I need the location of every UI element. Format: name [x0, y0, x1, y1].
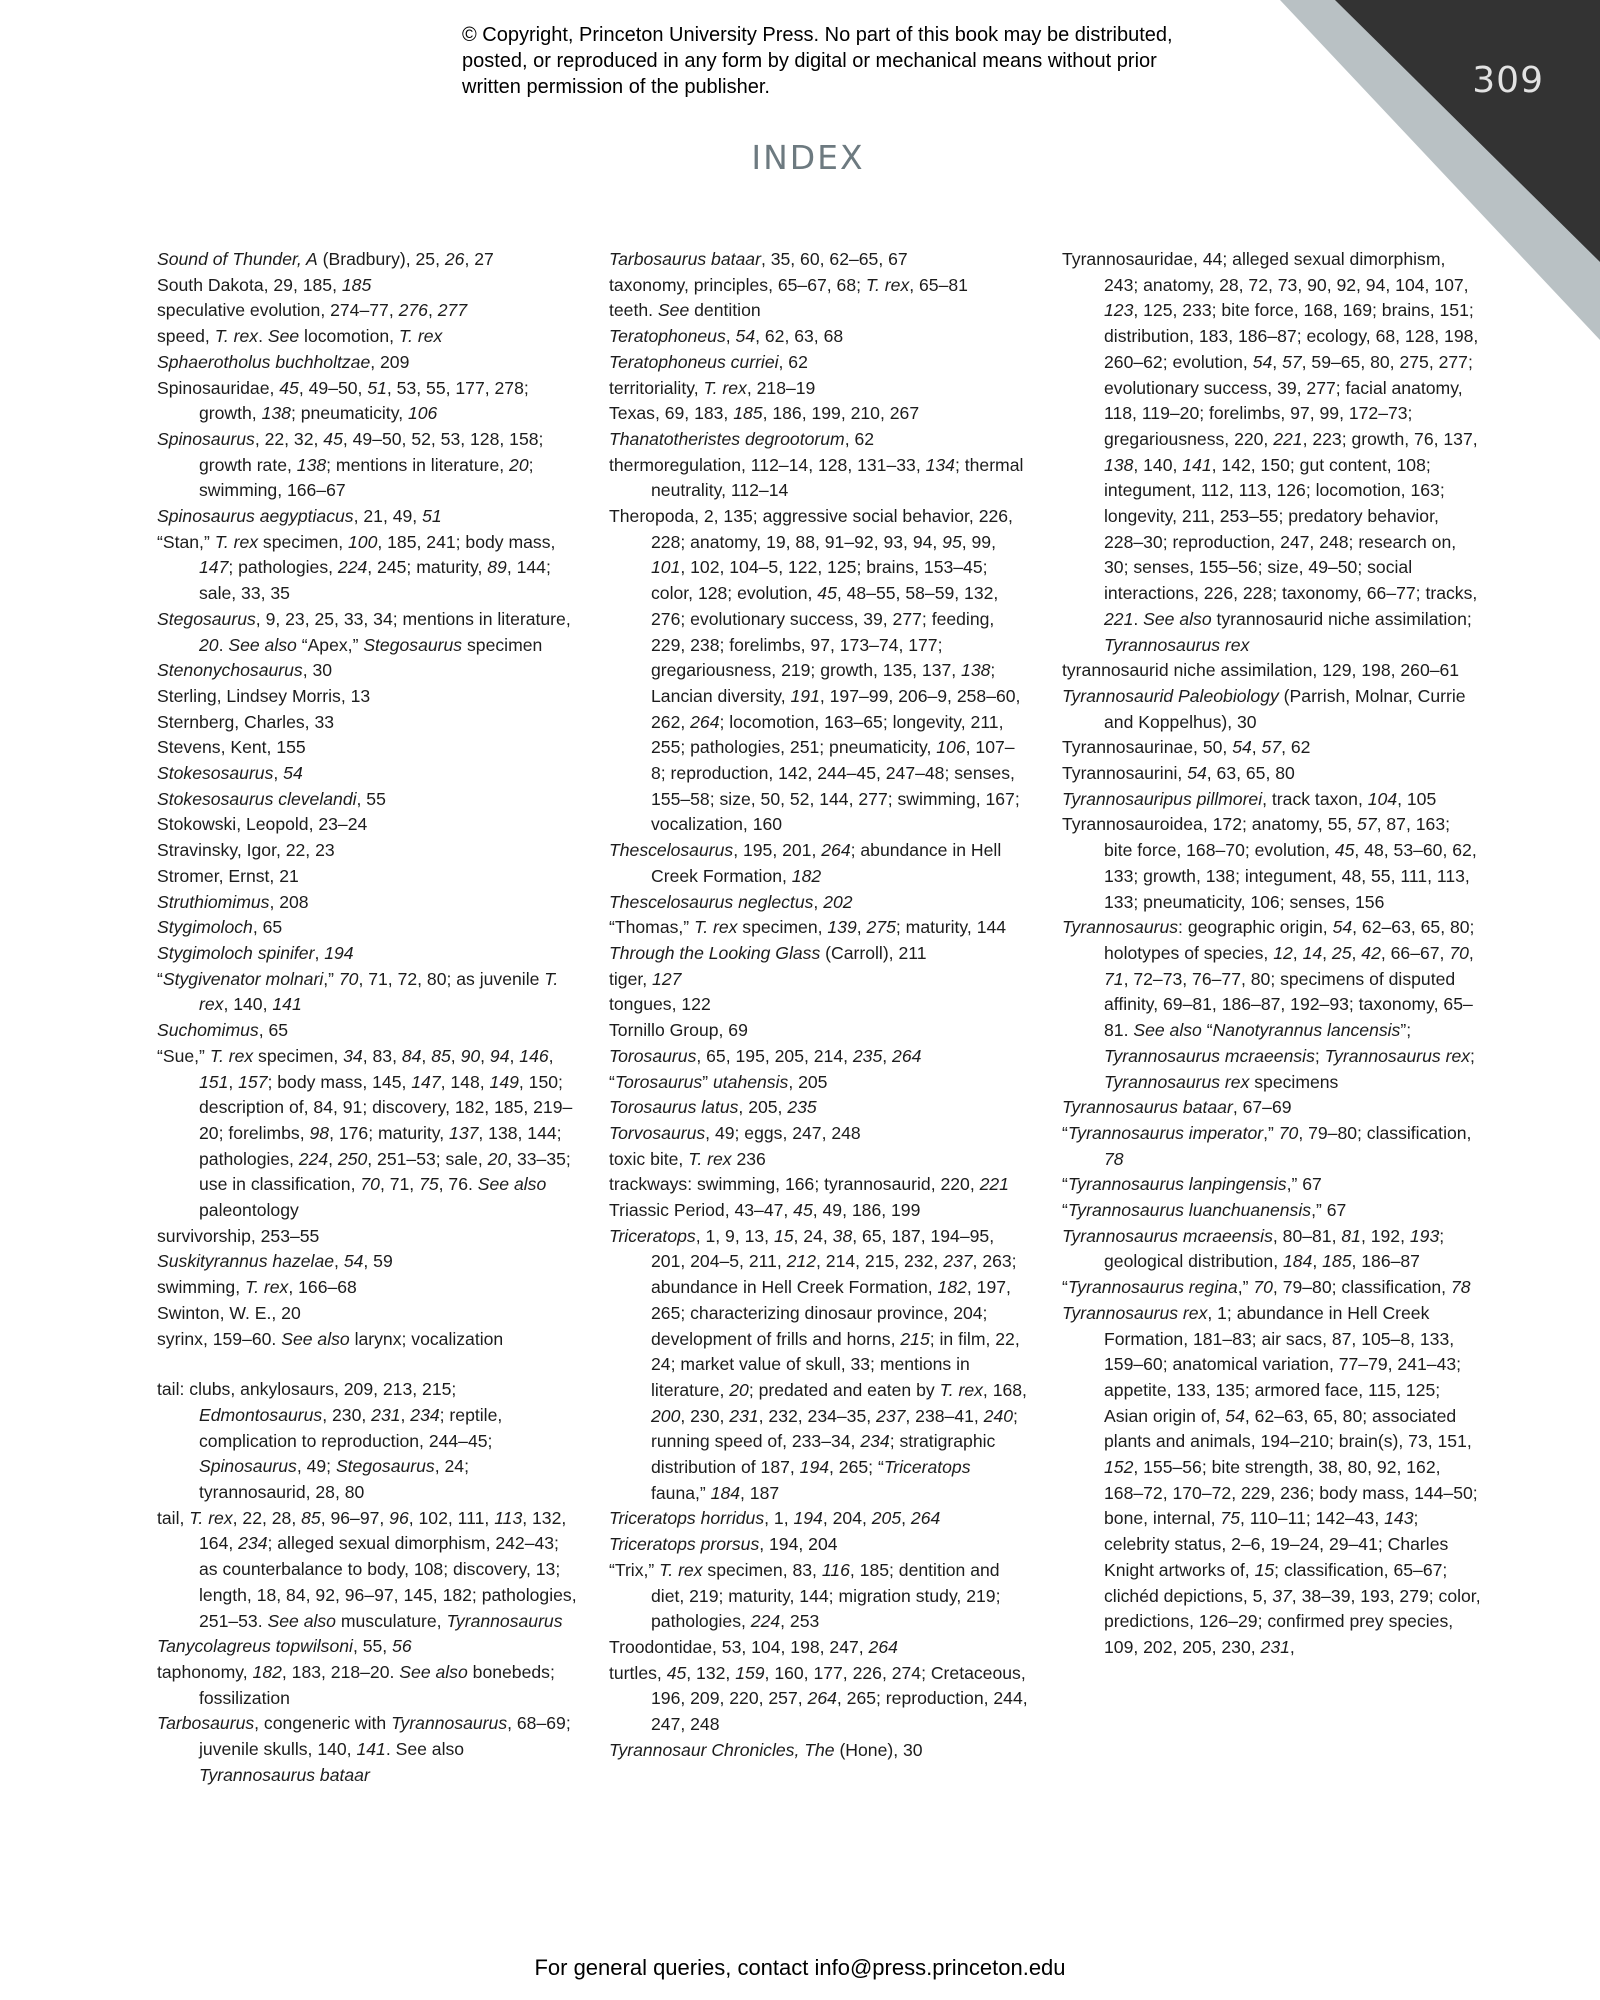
index-entry: Torosaurus, 65, 195, 205, 214, 235, 264	[609, 1045, 922, 1066]
index-entry: Tyrannosauridae, 44; alleged sexual dimorphism, 243; anatomy, 28, 72, 73, 90, 92, 94, 104, 107, 123, 125, 233; bite force, 168, 169; brains, 151; distribution, 183, 186–87; ecology, 68, 128, 198, 260–62; evolution, 54, 57, 59–65, 80, 275, 277; evolutionary success, 39, 277; facial anatomy, 118, 119–20; forelimbs, 97, 99, 172–73; gregariousness, 220, 221, 223; growth, 76, 137, 138, 140, 141, 142, 150; gut content, 108; integument, 112, 113, 126; locomotion, 163; longevity, 211, 253–55; predatory behavior, 228–30; reproduction, 247, 248; research on, 30; senses, 155–56; size, 49–50; social interactions, 226, 228; taxonomy, 66–77; tracks, 221. See also tyrannosaurid niche assimilation; Tyrannosaurus rex	[1062, 249, 1479, 655]
copyright-notice: © Copyright, Princeton University Press. No part of this book may be distributed, posted, or reproduced in any form by digital or mechanical means without prior written permission of the publisher.	[462, 24, 1173, 98]
index-entry: tail: clubs, ankylosaurs, 209, 213, 215; Edmontosaurus, 230, 231, 234; reptile, complication to reproduction, 244–45; Spinosaurus, 49; Stegosaurus, 24; tyrannosaurid, 28, 80	[157, 1379, 503, 1503]
index-entry: Tarbosaurus bataar, 35, 60, 62–65, 67	[609, 249, 908, 269]
index-entry: Stromer, Ernst, 21	[157, 865, 299, 886]
footer-contact: For general queries, contact info@press.princeton.edu	[534, 1955, 1066, 1980]
index-column-1	[157, 247, 577, 1788]
index-column-2	[609, 247, 1029, 1763]
index-entry: Tyrannosauroidea, 172; anatomy, 55, 57, 87, 163; bite force, 168–70; evolution, 45, 48, 53–60, 62, 133; growth, 138; integument, 48, 55, 111, 113, 133; pneumaticity, 106; senses, 156	[1062, 814, 1477, 912]
corner-dark-triangle	[1335, 0, 1600, 262]
index-entry: swimming, T. rex, 166–68	[157, 1277, 357, 1298]
index-entry: Triceratops horridus, 1, 194, 204, 205, 264	[609, 1508, 941, 1529]
index-entry: Spinosaurus, 22, 32, 45, 49–50, 52, 53, 128, 158; growth rate, 138; mentions in literature, 20; swimming, 166–67	[157, 428, 544, 501]
index-entry: “Tyrannosaurus luanchuanensis,” 67	[1062, 1200, 1347, 1221]
index-entry: Thescelosaurus, 195, 201, 264; abundance in Hell Creek Formation, 182	[609, 840, 1002, 886]
index-entry: Tyrannosaurini, 54, 63, 65, 80	[1062, 763, 1295, 784]
index-entry: trackways: swimming, 166; tyrannosaurid, 220, 221	[609, 1174, 1009, 1195]
index-entry: Teratophoneus, 54, 62, 63, 68	[609, 326, 844, 347]
index-entry: Triceratops, 1, 9, 13, 15, 24, 38, 65, 187, 194–95, 201, 204–5, 211, 212, 214, 215, 232, 237, 263; abundance in Hell Creek Formation, 182, 197, 265; characterizing dinosaur province, 204; development of frills and horns, 215; in film, 22, 24; market value of skull, 33; mentions in literature, 20; predated and eaten by T. rex, 168, 200, 230, 231, 232, 234–35, 237, 238–41, 240; running speed of, 233–34, 234; stratigraphic distribution of 187, 194, 265; “Triceratops fauna,” 184, 187	[609, 1225, 1027, 1503]
index-entry: Tyrannosaurus bataar, 67–69	[1062, 1097, 1292, 1118]
index-entry: taxonomy, principles, 65–67, 68; T. rex, 65–81	[609, 274, 968, 295]
index-title: INDEX	[751, 138, 865, 177]
index-entry: Torvosaurus, 49; eggs, 247, 248	[609, 1122, 861, 1143]
index-entry: Triassic Period, 43–47, 45, 49, 186, 199	[609, 1200, 921, 1221]
index-entry: Spinosaurus aegyptiacus, 21, 49, 51	[157, 506, 442, 527]
index-entry: tiger, 127	[609, 968, 682, 989]
index-entry: Suskityrannus hazelae, 54, 59	[157, 1251, 393, 1272]
index-entry: Tanycolagreus topwilsoni, 55, 56	[157, 1636, 412, 1657]
index-entry: Sphaerotholus buchholtzae, 209	[157, 351, 410, 372]
index-entry: Stevens, Kent, 155	[157, 737, 306, 758]
index-entry: Tyrannosaurus rex, 1; abundance in Hell Creek Formation, 181–83; air sacs, 87, 105–8, 133, 159–60; anatomical variation, 77–79, 241–43; appetite, 133, 135; armored face, 115, 125; Asian origin of, 54, 62–63, 65, 80; associated plants and animals, 194–210; brain(s), 73, 151, 152, 155–56; bite strength, 38, 80, 92, 162, 168–72, 170–72, 229, 236; body mass, 144–50; bone, internal, 75, 110–11; 142–43, 143; celebrity status, 2–6, 19–24, 29–41; Charles Knight artworks of, 15; classification, 65–67; clichéd depictions, 5, 37, 38–39, 193, 279; color, predictions, 126–29; confirmed prey species, 109, 202, 205, 230, 231,	[1062, 1302, 1481, 1657]
index-entry: Stegosaurus, 9, 23, 25, 33, 34; mentions in literature, 20. See also “Apex,” Stegosaurus specimen	[157, 608, 571, 655]
index-entry: Stokowski, Leopold, 23–24	[157, 814, 368, 835]
index-entry: Sterling, Lindsey Morris, 13	[157, 685, 371, 706]
index-entry: survivorship, 253–55	[157, 1225, 320, 1246]
index-entry: Tyrannosaurinae, 50, 54, 57, 62	[1062, 737, 1311, 758]
index-entry: Tornillo Group, 69	[609, 1020, 748, 1041]
index-entry: Stenonychosaurus, 30	[157, 660, 333, 681]
index-entry: Sound of Thunder, A (Bradbury), 25, 26, 27	[157, 249, 494, 269]
index-entry: Swinton, W. E., 20	[157, 1302, 301, 1323]
index-entry: Struthiomimus, 208	[157, 891, 309, 912]
index-entry: “Trix,” T. rex specimen, 83, 116, 185; dentition and diet, 219; maturity, 144; migration study, 219; pathologies, 224, 253	[609, 1559, 1001, 1632]
index-entry: tyrannosaurid niche assimilation, 129, 198, 260–61	[1062, 660, 1460, 681]
index-entry: territoriality, T. rex, 218–19	[609, 377, 816, 398]
index-entry: Tyrannosaurus: geographic origin, 54, 62–63, 65, 80; holotypes of species, 12, 14, 25, 42, 66–67, 70, 71, 72–73, 76–77, 80; specimens of disputed affinity, 69–81, 186–87, 192–93; taxonomy, 65–81. See also “Nanotyrannus lancensis”; Tyrannosaurus mcraeensis; Tyrannosaurus rex; Tyrannosaurus rex specimens	[1062, 917, 1475, 1092]
index-entry: Thanatotheristes degrootorum, 62	[609, 428, 875, 449]
index-entry: taphonomy, 182, 183, 218–20. See also bonebeds; fossilization	[157, 1661, 555, 1708]
index-entry: toxic bite, T. rex 236	[609, 1148, 766, 1169]
index-entry: South Dakota, 29, 185, 185	[157, 274, 372, 295]
index-entry: turtles, 45, 132, 159, 160, 177, 226, 274; Cretaceous, 196, 209, 220, 257, 264, 265; reproduction, 244, 247, 248	[609, 1662, 1028, 1735]
index-entry: Sternberg, Charles, 33	[157, 711, 335, 732]
index-entry: tail, T. rex, 22, 28, 85, 96–97, 96, 102, 111, 113, 132, 164, 234; alleged sexual dimorphism, 242–43; as counterbalance to body, 108; discovery, 13; length, 18, 84, 92, 96–97, 145, 182; pathologies, 251–53. See also musculature, Tyrannosaurus	[157, 1507, 577, 1631]
index-entry: Thescelosaurus neglectus, 202	[609, 891, 853, 912]
index-entry: “Torosaurus” utahensis, 205	[609, 1071, 828, 1092]
index-entry: Troodontidae, 53, 104, 198, 247, 264	[609, 1636, 898, 1657]
index-entry: “Stygivenator molnari,” 70, 71, 72, 80; as juvenile T. rex, 140, 141	[157, 968, 559, 1015]
index-entry: Tyrannosauripus pillmorei, track taxon, 104, 105	[1062, 788, 1437, 809]
index-entry: speed, T. rex. See locomotion, T. rex	[157, 326, 443, 347]
index-entry: Tyrannosaur Chronicles, The (Hone), 30	[609, 1739, 923, 1760]
index-entry: thermoregulation, 112–14, 128, 131–33, 134; thermal neutrality, 112–14	[609, 454, 1024, 501]
index-entry: Stygimoloch, 65	[157, 917, 283, 938]
index-entry: “Tyrannosaurus imperator,” 70, 79–80; classification, 78	[1062, 1122, 1472, 1169]
index-entry: Tyrannosaurid Paleobiology (Parrish, Molnar, Currie and Koppelhus), 30	[1062, 685, 1466, 732]
index-entry: Tarbosaurus, congeneric with Tyrannosaurus, 68–69; juvenile skulls, 140, 141. See also Tyrannosaurus bataar	[157, 1713, 571, 1785]
index-entry: “Thomas,” T. rex specimen, 139, 275; maturity, 144	[609, 917, 1007, 938]
index-entry: Theropoda, 2, 135; aggressive social behavior, 226, 228; anatomy, 19, 88, 91–92, 93, 94, 95, 99, 101, 102, 104–5, 122, 125; brains, 153–45; color, 128; evolution, 45, 48–55, 58–59, 132, 276; evolutionary success, 39, 277; feeding, 229, 238; forelimbs, 97, 173–74, 177; gregariousness, 219; growth, 135, 137, 138; Lancian diversity, 191, 197–99, 206–9, 258–60, 262, 264; locomotion, 163–65; longevity, 211, 255; pathologies, 251; pneumaticity, 106, 107–8; reproduction, 142, 244–45, 247–48; senses, 155–58; size, 50, 52, 144, 277; swimming, 167; vocalization, 160	[609, 506, 1021, 835]
index-entry: “Tyrannosaurus regina,” 70, 79–80; classification, 78	[1062, 1277, 1471, 1298]
index-entry: Stokesosaurus, 54	[157, 763, 303, 784]
index-entry: tongues, 122	[609, 994, 711, 1015]
index-entry: speculative evolution, 274–77, 276, 277	[157, 300, 468, 321]
index-entry: teeth. See dentition	[609, 300, 761, 321]
index-entry: “Stan,” T. rex specimen, 100, 185, 241; body mass, 147; pathologies, 224, 245; maturity, 89, 144; sale, 33, 35	[157, 531, 556, 604]
index-entry: Spinosauridae, 45, 49–50, 51, 53, 55, 177, 278; growth, 138; pneumaticity, 106	[157, 377, 529, 424]
index-entry: Suchomimus, 65	[157, 1020, 289, 1041]
index-entry: “Tyrannosaurus lanpingensis,” 67	[1062, 1174, 1322, 1195]
index-entry: syrinx, 159–60. See also larynx; vocalization	[157, 1328, 504, 1349]
index-entry: Stokesosaurus clevelandi, 55	[157, 788, 386, 809]
index-entry: Stravinsky, Igor, 22, 23	[157, 840, 335, 861]
index-entry: Triceratops prorsus, 194, 204	[609, 1534, 838, 1555]
index-entry: Texas, 69, 183, 185, 186, 199, 210, 267	[609, 403, 920, 424]
index-entry: Torosaurus latus, 205, 235	[609, 1097, 817, 1118]
index-entry: Through the Looking Glass (Carroll), 211	[609, 942, 927, 963]
index-entry: Teratophoneus curriei, 62	[609, 351, 808, 372]
index-entry: Stygimoloch spinifer, 194	[157, 942, 354, 963]
index-entry: Tyrannosaurus mcraeensis, 80–81, 81, 192, 193; geological distribution, 184, 185, 186–87	[1062, 1225, 1445, 1272]
page-number: 309	[1472, 60, 1544, 101]
index-entry: “Sue,” T. rex specimen, 34, 83, 84, 85, 90, 94, 146, 151, 157; body mass, 145, 147, 148, 149, 150; description of, 84, 91; discovery, 182, 185, 219–20; forelimbs, 98, 176; maturity, 137, 138, 144; pathologies, 224, 250, 251–53; sale, 20, 33–35; use in classification, 70, 71, 75, 76. See also paleontology	[157, 1045, 573, 1221]
index-column-3	[1062, 247, 1482, 1661]
